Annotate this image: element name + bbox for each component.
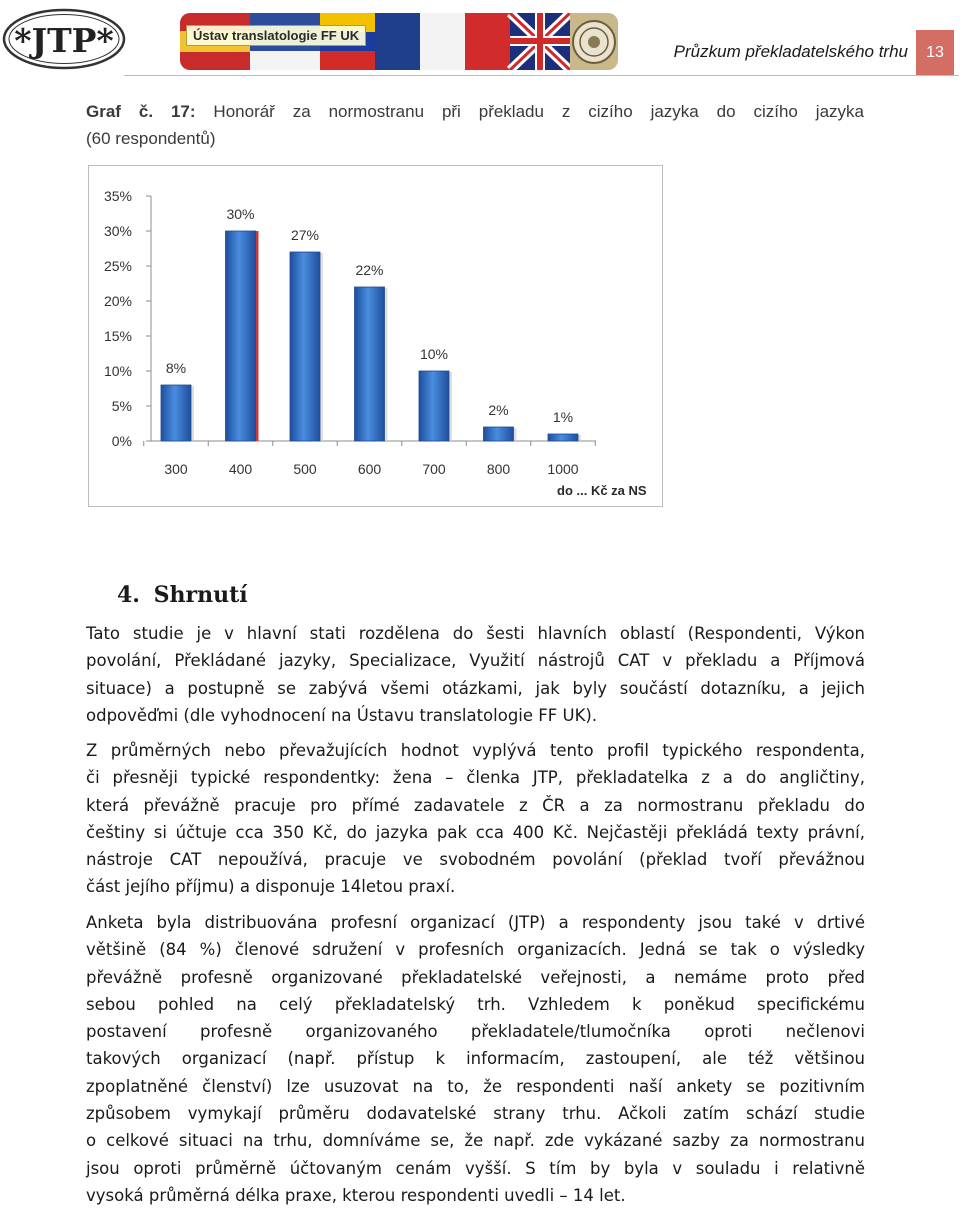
x-tick-label: 800 [486,461,511,477]
bar-chart-canvas [89,166,662,506]
paragraph-line: vysoká průměrná délka praxe, kterou respondenti uvedli – 14 let. [86,1185,626,1205]
paragraph-line: odpověďmi (dle vyhodnocení na Ústavu translatologie FF UK). [86,705,598,725]
x-tick-label: 300 [164,461,188,477]
paragraph-line: takových organizací (např. přístup k informacím, zastoupení, ale též většinou [86,1049,865,1069]
paragraph-line: Z průměrných nebo převažujících hodnot vyplývá tento profil typického respondenta, [86,741,865,760]
paragraph-2 [86,737,865,901]
paragraph-1 [86,620,865,729]
paragraph-line: způsobem vymykají průměru dodavatelské strany trhu. Ačkoli zatím schází studie [86,1104,865,1124]
paragraph-line: která převážně pracuje pro přímé zadavatele z ČR a za normostranu překladu do [86,795,865,815]
paragraph-line: Tato studie je v hlavní stati rozdělena do šesti hlavních oblastí (Respondenti, Výkon [86,624,865,643]
bar-data-label: 8% [165,360,187,376]
banner-label: Ústav translatologie FF UK [186,25,366,46]
bar-data-label: 30% [226,206,255,222]
page-number: 13 [916,30,954,75]
x-axis-unit-label: do ... Kč za NS [557,483,647,498]
jtp-logo [2,8,126,70]
chart-caption [86,99,864,125]
y-tick-label: 15% [103,328,132,344]
paragraph-line: postavení profesně organizovaného překladatele/tlumočníka oproti nečlenovi [86,1022,865,1042]
y-tick-label: 10% [103,363,132,379]
x-tick-label: 500 [293,461,317,477]
bar-data-label: 27% [290,227,320,243]
paragraph-line: povolání, Překládané jazyky, Specializace, Využití nástrojů CAT v překladu a Příjmová [86,651,865,671]
x-tick-label: 700 [422,461,446,477]
y-tick-label: 20% [103,293,132,309]
caption-respondents: (60 respondentů) [86,129,216,148]
running-head: Průzkum překladatelského trhu [673,42,908,61]
paragraph-3 [86,909,865,1209]
bar-chart [88,165,663,507]
paragraph-line: či přesněji typické respondentky: žena – členka JTP, překladatelka z a do angličtiny, [86,768,865,788]
section-title-text: Shrnutí [153,582,248,608]
x-tick-label: 400 [228,461,253,477]
bar-data-label: 1% [552,409,574,425]
header-divider [124,75,959,76]
bar [290,252,320,441]
caption-label: Graf č. 17: [86,102,196,121]
x-tick-label: 1000 [547,461,579,477]
paragraph-line: zpoplatněné členství) lze usuzovat na to, že respondenti naší ankety se pozitivním [86,1076,865,1096]
bar-data-label: 2% [488,402,509,418]
paragraph-line: většině (84 %) členové sdružení v profesních organizacích. Jedná se tak o výsledky [86,940,865,960]
bar [419,371,449,441]
paragraph-line: situace) a postupně se zabývá všemi otázkami, jak byly součástí dotazníku, a jejich [86,678,865,698]
paragraph-line: část jejího příjmu) a disponuje 14letou praxí. [86,877,456,897]
paragraph-line: sebou pohled na celý překladatelský trh. Vzhledem k poněkud specifickému [86,994,865,1014]
bar [355,287,385,441]
y-tick-label: 35% [103,188,132,204]
bar-data-label: 10% [419,346,449,362]
bar [161,385,191,441]
section-heading [117,582,248,608]
paragraph-line: jsou oproti průměrně účtovaným cenám vyšší. S tím by byla v souladu i relativně [86,1158,865,1178]
x-tick-label: 600 [357,461,382,477]
paragraph-line: češtiny si účtuje cca 350 Kč, do jazyka pak cca 400 Kč. Nejčastěji překládá texty právní, [86,822,865,842]
paragraph-line: nástroje CAT nepoužívá, pracuje ve svobodném povolání (překlad tvoří převážnou [86,850,865,870]
paragraph-line: o celkové situaci na trhu, domníváme se, že např. zde vykázané sazby za normostranu [86,1131,865,1151]
bar-accent [256,231,259,441]
y-tick-label: 25% [103,258,132,274]
jtp-logo-graphic [2,8,126,70]
bar [226,231,256,441]
bar-data-label: 22% [355,262,384,278]
institute-banner [180,13,618,70]
y-tick-label: 30% [103,223,132,239]
bar [484,427,514,441]
caption-title: Honorář za normostranu při překladu z cizího jazyka do cizího jazyka [213,102,864,121]
logo-text: *JTP* [14,21,114,60]
paragraph-line: převážně profesně organizované překladatelské veřejnosti, a nemáme proto před [86,967,865,987]
section-number: 4. [117,582,140,608]
bar [548,434,578,441]
paragraph-line: Anketa byla distribuována profesní organizací (JTP) a respondenty jsou také v drtivé [86,913,865,932]
y-tick-label: 0% [111,433,132,449]
y-tick-label: 5% [111,398,132,414]
